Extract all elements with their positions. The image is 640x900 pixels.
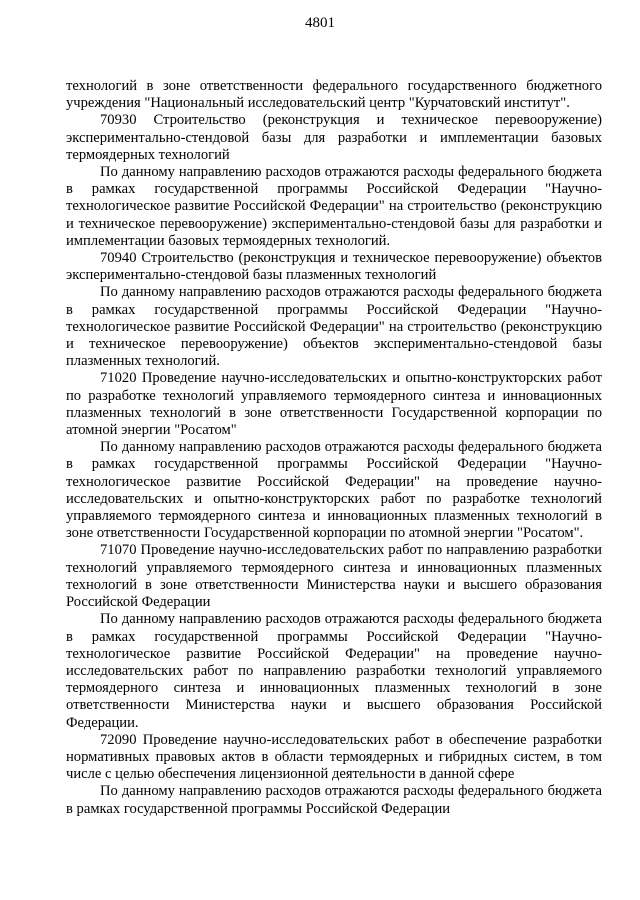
- section-heading: 71070 Проведение научно-исследовательских работ по направлению разработки технологий управляемого термоядерного синтеза и инновационных плазменных технологий в зоне ответственности Министерства науки и высшего образования Российской Федерации: [66, 542, 602, 611]
- document-body: [66, 78, 602, 818]
- page-number: 4801: [305, 15, 335, 31]
- section-heading: 71020 Проведение научно-исследовательских и опытно-конструкторских работ по разработке технологий управляемого термоядерного синтеза и инновационных плазменных технологий в зоне ответственности Государственной корпорации по атомной энергии "Росатом": [66, 370, 602, 439]
- paragraph: По данному направлению расходов отражаются расходы федерального бюджета в рамках государственной программы Российской Федерации "Научно-технологическое развитие Российской Федерации" на строительство (реконструкцию и техническое перевооружение) объектов экспериментально-стендовой базы плазменных технологий.: [66, 284, 602, 370]
- section-heading: 70930 Строительство (реконструкция и техническое перевооружение) экспериментально-стендовой базы для разработки и имплементации базовых термоядерных технологий: [66, 112, 602, 163]
- section-heading: 72090 Проведение научно-исследовательских работ в обеспечение разработки нормативных правовых актов в области термоядерных и гибридных систем, в том числе с целью обеспечения лицензионной деятельности в данной сфере: [66, 731, 602, 783]
- paragraph: По данному направлению расходов отражаются расходы федерального бюджета в рамках государственной программы Российской Федерации "Научно-технологическое развитие Российской Федерации" на проведение научно-исследовательских и опытно-конструкторских работ по разработке технологий управляемого термоядерного синтеза и инновационных плазменных технологий в зоне ответственности Государственной корпорации по атомной энергии "Росатом".: [66, 439, 602, 542]
- paragraph: технологий в зоне ответственности федерального государственного бюджетного учреждения "Национальный исследовательский центр "Курчатовский институт".: [66, 78, 602, 112]
- section-heading: 70940 Строительство (реконструкция и техническое перевооружение) объектов экспериментально-стендовой базы плазменных технологий: [66, 250, 602, 284]
- paragraph: По данному направлению расходов отражаются расходы федерального бюджета в рамках государственной программы Российской Федерации "Научно-технологическое развитие Российской Федерации" на строительство (реконструкцию и техническое перевооружение) экспериментально-стендовой базы для разработки и имплементации базовых термоядерных технологий.: [66, 164, 602, 249]
- paragraph: По данному направлению расходов отражаются расходы федерального бюджета в рамках государственной программы Российской Федерации "Научно-технологическое развитие Российской Федерации" на проведение научно-исследовательских работ по направлению разработки технологий управляемого термоядерного синтеза и инновационных плазменных технологий в зоне ответственности Министерства науки и высшего образования Российской Федерации.: [66, 611, 602, 731]
- paragraph: По данному направлению расходов отражаются расходы федерального бюджета в рамках государственной программы Российской Федерации: [66, 783, 602, 817]
